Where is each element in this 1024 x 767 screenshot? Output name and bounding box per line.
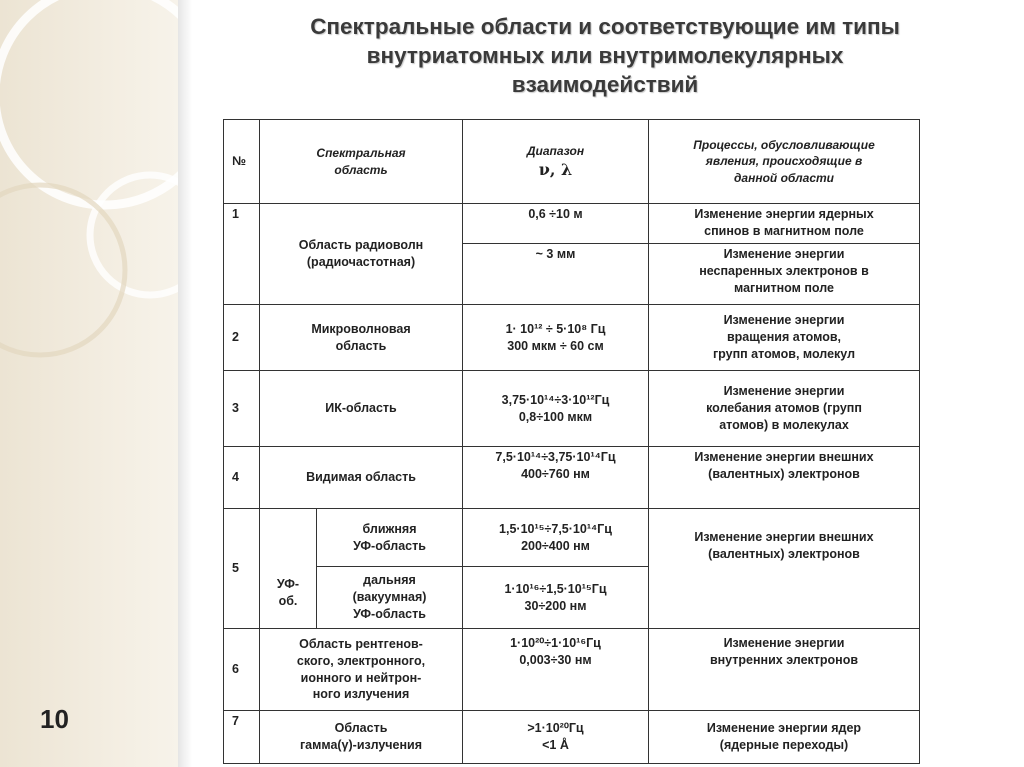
table-header-row: [224, 120, 920, 204]
header-num: №: [224, 120, 260, 204]
header-region-line: область: [334, 162, 388, 177]
row-num: 1: [224, 204, 260, 305]
region-line: дальняя: [363, 573, 416, 588]
process-line: Изменение энергии внешних: [694, 450, 874, 464]
uv-group-line: УФ-: [276, 577, 300, 592]
process-line: спинов в магнитном поле: [704, 223, 864, 238]
range-line: 0,003÷30 нм: [519, 652, 592, 667]
row-range: [463, 711, 649, 764]
process-line: групп атомов, молекул: [712, 346, 856, 361]
table-row: [224, 447, 920, 509]
row-process: [649, 305, 920, 371]
region-line: Видимая область: [306, 470, 416, 485]
header-region-line: Спектральная: [316, 146, 406, 161]
header-region: [260, 120, 463, 204]
range-line: 200÷400 нм: [521, 538, 590, 553]
row-range: 0,6 ÷10 м: [463, 204, 649, 244]
range-line: 400÷760 нм: [521, 466, 590, 481]
range-line: 1·10²⁰÷1·10¹⁶Гц: [510, 636, 601, 650]
process-line: Изменение энергии ядерных: [694, 207, 874, 221]
region-line: УФ-область: [353, 538, 426, 553]
table-row: [224, 371, 920, 447]
region-line: Микроволновая: [311, 321, 411, 336]
row-num: 4: [224, 447, 260, 509]
row-range: [463, 629, 649, 711]
header-processes-line: данной области: [734, 170, 834, 185]
range-line: 30÷200 нм: [524, 598, 587, 613]
range-line: <1 Å: [542, 738, 569, 752]
row-process: [649, 447, 920, 509]
region-line: ского, электронного,: [296, 653, 426, 668]
table-row: [224, 204, 920, 244]
process-line: (валентных) электронов: [708, 546, 860, 561]
range-line: 300 мкм ÷ 60 см: [507, 338, 604, 353]
row-range: [463, 305, 649, 371]
row-num: 2: [224, 305, 260, 371]
table-row: [224, 711, 920, 764]
side-shadow: [178, 0, 192, 767]
row-region: [260, 711, 463, 764]
process-line: (ядерные переходы): [719, 738, 849, 752]
row-num: 3: [224, 371, 260, 447]
region-line: Область: [334, 721, 388, 736]
range-line: 7,5·10¹⁴÷3,75·10¹⁴Гц: [495, 450, 616, 464]
title-line-3: взаимодействий: [511, 72, 699, 97]
process-line: Изменение энергии: [723, 636, 845, 650]
header-range-label: Диапазон: [526, 143, 585, 158]
region-line: Область рентгенов-: [299, 636, 423, 651]
row-num: 5: [224, 509, 260, 629]
region-line: ного излучения: [312, 687, 410, 702]
process-line: вращения атомов,: [726, 330, 842, 345]
ring-small: [90, 175, 178, 295]
process-line: Изменение энергии ядер: [706, 721, 862, 736]
decorative-side-band: [0, 0, 178, 767]
process-line: неспаренных электронов в: [699, 263, 869, 278]
process-line: Изменение энергии: [723, 313, 845, 328]
range-line: 1,5·10¹⁵÷7,5·10¹⁴Гц: [499, 521, 612, 536]
row-process: [649, 711, 920, 764]
process-line: колебания атомов (групп: [706, 401, 862, 416]
row-region: [260, 371, 463, 447]
page-number: 10: [40, 704, 69, 734]
table-row: [224, 305, 920, 371]
row-region: [260, 629, 463, 711]
process-line: (валентных) электронов: [708, 466, 860, 481]
region-line: область: [335, 338, 387, 353]
row-region-far-uv: [317, 567, 463, 629]
header-processes: [649, 120, 920, 204]
header-processes-line: явления, происходящие в: [705, 154, 863, 169]
process-line: Изменение энергии внешних: [694, 530, 874, 544]
decorative-rings: [0, 0, 178, 767]
process-line: магнитном поле: [734, 280, 834, 295]
region-line: (вакуумная): [352, 590, 427, 605]
region-line: УФ-область: [353, 606, 426, 621]
row-process: [649, 204, 920, 244]
process-line: Изменение энергии: [723, 247, 845, 261]
title-line-2: внутриатомных или внутримолекулярных: [366, 43, 844, 68]
header-processes-line: Процессы, обусловливающие: [693, 138, 875, 153]
process-line: внутренних электронов: [709, 652, 859, 667]
range-line: >1·10²⁰Гц: [527, 721, 584, 736]
ring-faint: [0, 185, 125, 355]
region-line: Область радиоволн: [298, 238, 424, 253]
row-process: [649, 629, 920, 711]
range-line: 1· 10¹² ÷ 5·10⁸ Гц: [505, 321, 606, 336]
row-range: [463, 447, 649, 509]
row-region: [260, 305, 463, 371]
table-row: [224, 509, 920, 567]
range-line: 3,75·10¹⁴÷3·10¹²Гц: [501, 392, 610, 407]
title-line-1: Спектральные области и соответствующие им типы: [310, 14, 900, 39]
region-line: ионного и нейтрон-: [300, 670, 422, 685]
header-range-symbols: ν, λ: [538, 159, 573, 179]
region-line: (радиочастотная): [306, 255, 416, 269]
row-process: [649, 509, 920, 629]
table-row: [224, 629, 920, 711]
region-line: гамма(γ)-излучения: [299, 738, 423, 752]
row-region: [260, 204, 463, 305]
region-line: ИК-область: [325, 401, 397, 416]
header-range: [463, 120, 649, 204]
row-range: [463, 509, 649, 567]
uv-group-line: об.: [278, 594, 298, 609]
row-uv-group: [260, 509, 317, 629]
spectral-table: [223, 119, 920, 764]
row-num: 7: [224, 711, 260, 764]
row-range: [463, 567, 649, 629]
range-line: 0,8÷100 мкм: [518, 409, 593, 424]
process-line: атомов) в молекулах: [719, 417, 849, 432]
row-region: [260, 447, 463, 509]
row-range: ~ 3 мм: [463, 244, 649, 305]
row-range: [463, 371, 649, 447]
range-line: 1·10¹⁶÷1,5·10¹⁵Гц: [504, 581, 607, 596]
row-num: 6: [224, 629, 260, 711]
row-process: [649, 371, 920, 447]
slide-title: [195, 12, 1015, 99]
row-process: [649, 244, 920, 305]
process-line: Изменение энергии: [723, 384, 845, 399]
row-region-near-uv: [317, 509, 463, 567]
region-line: ближняя: [362, 521, 417, 536]
